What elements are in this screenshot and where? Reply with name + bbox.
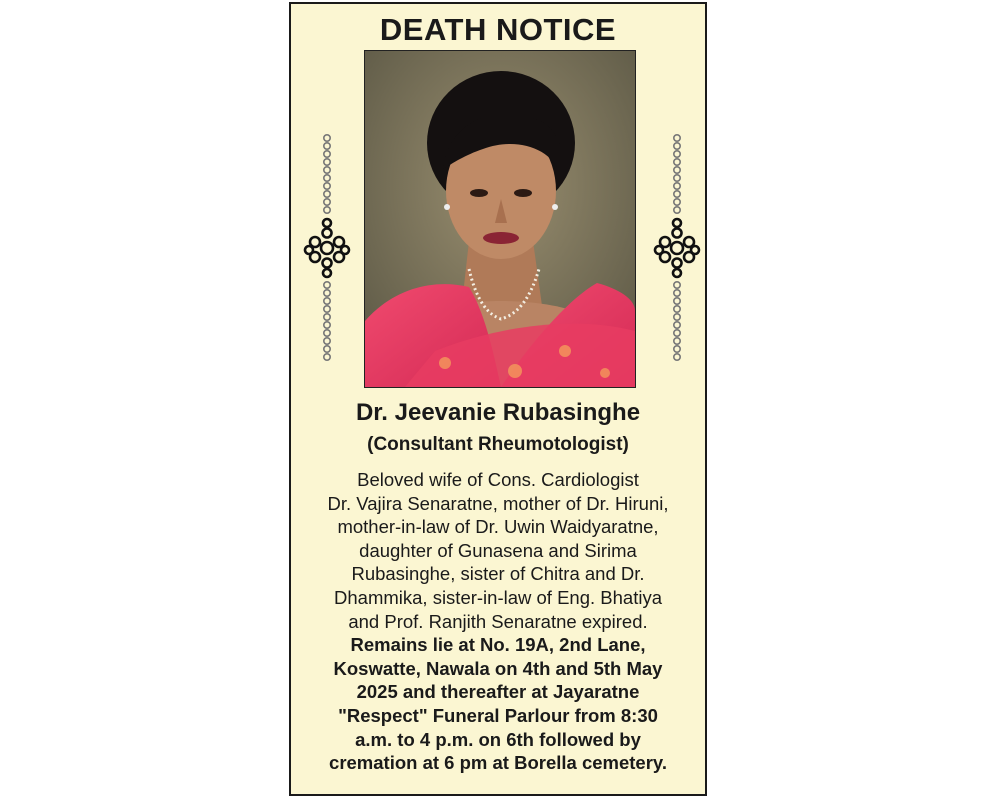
portrait-photo	[364, 50, 636, 388]
body-line: Rubasinghe, sister of Chitra and Dr.	[351, 563, 645, 585]
deceased-name: Dr. Jeevanie Rubasinghe	[355, 399, 641, 426]
funeral-details-line: cremation at 6 pm at Borella cemetery.	[329, 752, 667, 774]
funeral-details-line: a.m. to 4 p.m. on 6th followed by	[355, 728, 641, 750]
swirl-ornament-icon	[303, 130, 351, 362]
notice-body	[297, 468, 699, 775]
body-line: daughter of Gunasena and Sirima	[359, 539, 637, 561]
funeral-details-line: Koswatte, Nawala on 4th and 5th May	[333, 657, 663, 679]
funeral-details-line: 2025 and thereafter at Jayaratne	[356, 681, 640, 703]
notice-title: DEATH NOTICE	[379, 12, 617, 47]
body-line: Dr. Vajira Senaratne, mother of Dr. Hiruni,	[327, 492, 669, 514]
body-line: mother-in-law of Dr. Uwin Waidyaratne,	[337, 516, 659, 538]
deceased-role: (Consultant Rheumotologist)	[367, 434, 629, 455]
funeral-details-line: "Respect" Funeral Parlour from 8:30	[338, 704, 658, 726]
body-line: Dhammika, sister-in-law of Eng. Bhatiya	[334, 586, 662, 608]
funeral-details-line: Remains lie at No. 19A, 2nd Lane,	[350, 634, 646, 656]
body-line: and Prof. Ranjith Senaratne expired.	[348, 610, 648, 632]
body-line: Beloved wife of Cons. Cardiologist	[357, 469, 639, 490]
death-notice-card	[289, 2, 707, 796]
swirl-ornament-icon	[653, 130, 701, 362]
